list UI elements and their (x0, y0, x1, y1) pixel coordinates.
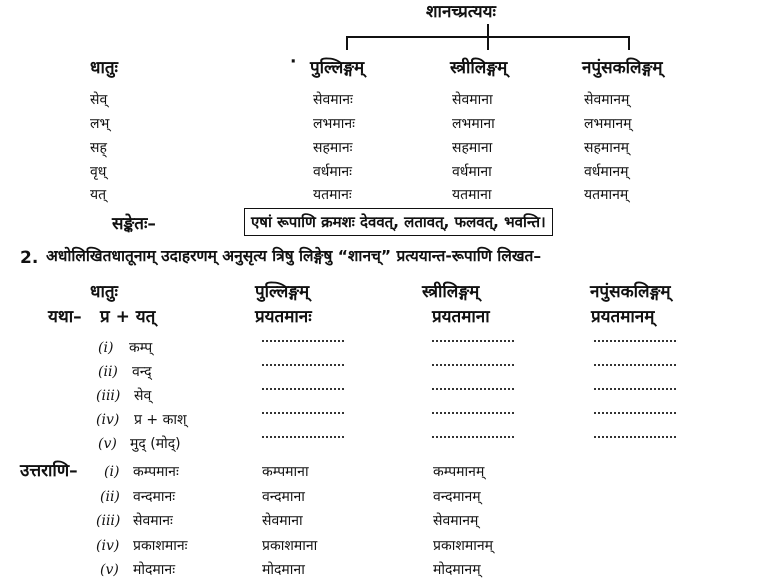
answer-blank (594, 436, 676, 438)
answer-number: (iii) (96, 513, 121, 529)
answer-masculine: मोदमानः (133, 562, 176, 578)
tree-drop-left (346, 36, 348, 50)
tree-drop-right (628, 36, 630, 50)
table-cell: वर्धमानः (313, 164, 352, 180)
answer-masculine: वन्दमानः (133, 489, 176, 505)
answer-blank (262, 364, 344, 366)
table-cell: सहमानम् (584, 140, 630, 156)
q-col-head-masculine: पुल्लिङ्गम् (255, 282, 310, 302)
table-cell: लभमानः (313, 116, 355, 132)
answer-neuter: वन्दमानम् (433, 489, 481, 505)
table-cell: वर्धमानम् (584, 164, 629, 180)
answer-blank (262, 412, 344, 414)
example-dhatu: प्र + यत् (100, 307, 156, 327)
hint-label: सङ्केतः– (112, 214, 156, 234)
q-col-head-feminine: स्त्रीलिङ्गम् (422, 282, 480, 302)
hint-box: एषां रूपाणि क्रमशः देववत्, लतावत्, फलवत्, भवन्ति। (244, 208, 553, 236)
answer-neuter: सेवमानम् (433, 513, 479, 529)
table-row-dhatu: यत् (90, 187, 107, 203)
stray-mark: · (290, 52, 297, 72)
q-dhatu-heading: धातुः (90, 282, 118, 302)
item-number: (v) (98, 436, 117, 452)
answer-blank (594, 388, 676, 390)
item-dhatu: कम्प् (129, 340, 153, 356)
answer-blank (432, 412, 514, 414)
answer-feminine: प्रकाशमाना (262, 538, 318, 554)
example-label: यथा– (48, 307, 82, 327)
table-row-dhatu: लभ् (90, 116, 110, 132)
answer-feminine: सेवमाना (262, 513, 303, 529)
example-masculine: प्रयतमानः (255, 307, 312, 327)
table-cell: वर्धमाना (452, 164, 492, 180)
table-row-dhatu: सेव् (90, 92, 108, 108)
answer-neuter: मोदमानम् (433, 562, 481, 578)
answer-feminine: कम्पमाना (262, 464, 309, 480)
table-cell: सहमानः (313, 140, 353, 156)
dhatu-heading: धातुः (90, 58, 118, 78)
item-number: (i) (98, 340, 114, 356)
answer-masculine: सेवमानः (133, 513, 173, 529)
table-cell: सेवमाना (452, 92, 493, 108)
example-neuter: प्रयतमानम् (591, 307, 655, 327)
item-number: (iii) (96, 388, 121, 404)
answer-blank (262, 340, 344, 342)
table-cell: यतमाना (452, 187, 492, 203)
answer-blank (262, 436, 344, 438)
table-cell: यतमानः (313, 187, 352, 203)
question-text: अधोलिखितधातूनाम् उदाहरणम् अनुसृत्य त्रिषु लिङ्गेषु “शानच्” प्रत्ययान्त-रूपाणि लिखत– (46, 247, 542, 265)
q-col-head-neuter: नपुंसकलिङ्गम् (590, 282, 671, 302)
table-cell: यतमानम् (584, 187, 629, 203)
question-number: 2. (20, 248, 39, 268)
col-head-feminine: स्त्रीलिङ्गम् (450, 58, 508, 78)
col-head-neuter: नपुंसकलिङ्गम् (582, 58, 663, 78)
answer-blank (262, 388, 344, 390)
item-number: (iv) (96, 412, 120, 428)
answer-blank (594, 412, 676, 414)
answer-feminine: मोदमाना (262, 562, 305, 578)
answer-blank (432, 388, 514, 390)
answer-feminine: वन्दमाना (262, 489, 305, 505)
answers-label: उत्तराणि– (20, 461, 78, 481)
table-cell: सहमाना (452, 140, 493, 156)
answer-blank (594, 340, 676, 342)
col-head-masculine: पुल्लिङ्गम् (310, 58, 365, 78)
item-dhatu: मुद् (मोद्) (130, 436, 181, 452)
item-dhatu: सेव् (134, 388, 152, 404)
table-cell: लभमानम् (584, 116, 632, 132)
answer-neuter: कम्पमानम् (433, 464, 485, 480)
table-row-dhatu: सह् (90, 140, 107, 156)
answer-blank (432, 340, 514, 342)
tree-stem (487, 24, 489, 36)
item-dhatu: वन्द् (132, 364, 152, 380)
item-number: (ii) (98, 364, 118, 380)
answer-masculine: प्रकाशमानः (133, 538, 188, 554)
answer-blank (594, 364, 676, 366)
table-cell: सेवमानः (313, 92, 353, 108)
answer-blank (432, 436, 514, 438)
answer-neuter: प्रकाशमानम् (433, 538, 494, 554)
table-row-dhatu: वृध् (90, 164, 107, 180)
table-cell: लभमाना (452, 116, 495, 132)
tree-drop-mid (487, 36, 489, 50)
affix-title: शानच्प्रत्ययः (426, 2, 496, 22)
table-cell: सेवमानम् (584, 92, 630, 108)
example-feminine: प्रयतमाना (432, 307, 490, 327)
answer-masculine: कम्पमानः (133, 464, 179, 480)
item-dhatu: प्र + काश् (134, 412, 187, 428)
answer-number: (i) (104, 464, 120, 480)
answer-blank (432, 364, 514, 366)
answer-number: (v) (100, 562, 119, 578)
answer-number: (ii) (100, 489, 120, 505)
answer-number: (iv) (96, 538, 120, 554)
